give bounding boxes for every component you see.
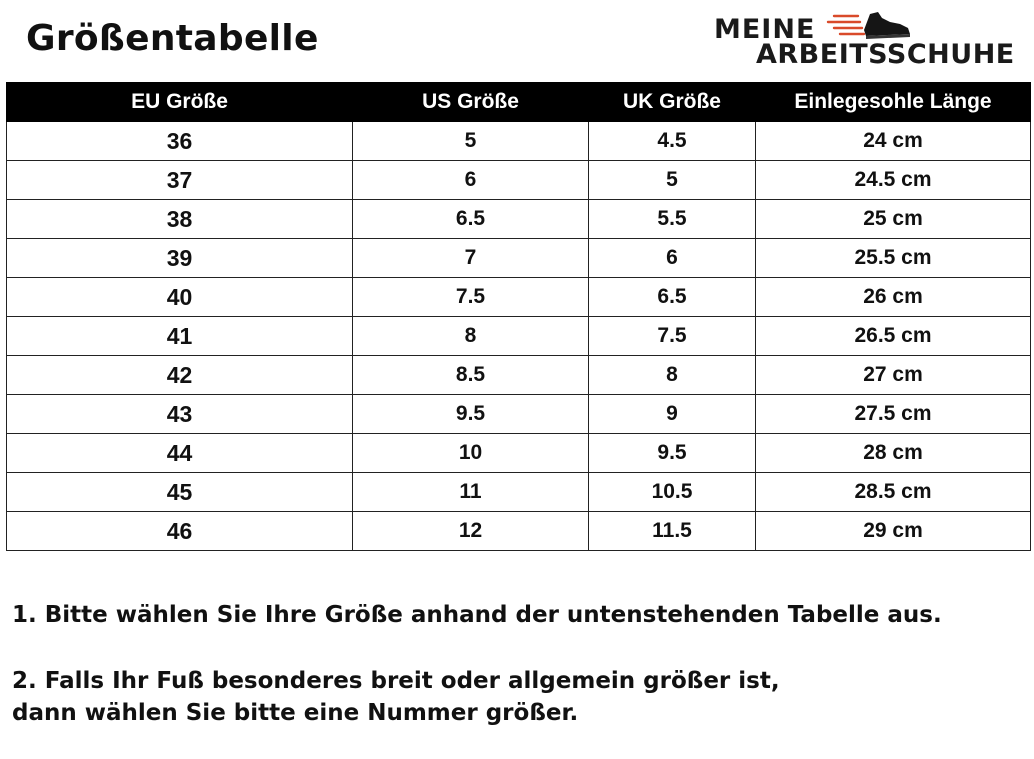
table-row <box>7 356 1031 395</box>
brand-logo <box>712 6 1034 74</box>
table-row <box>7 473 1031 512</box>
note-2-line-2: dann wählen Sie bitte eine Nummer größer. <box>12 700 579 726</box>
logo-text-line2: ARBEITSSCHUHE <box>756 39 1015 70</box>
cell-insole-length: 26.5 cm <box>756 317 1031 356</box>
cell-us-size: 7.5 <box>353 278 589 317</box>
cell-us-size: 6.5 <box>353 200 589 239</box>
cell-insole-length: 29 cm <box>756 512 1031 551</box>
table-row <box>7 200 1031 239</box>
cell-insole-length: 25.5 cm <box>756 239 1031 278</box>
cell-eu-size: 36 <box>7 122 353 161</box>
cell-uk-size: 5 <box>589 161 756 200</box>
page-title: Größentabelle <box>26 18 319 59</box>
cell-eu-size: 39 <box>7 239 353 278</box>
cell-eu-size: 46 <box>7 512 353 551</box>
cell-us-size: 11 <box>353 473 589 512</box>
cell-us-size: 7 <box>353 239 589 278</box>
table-row <box>7 161 1031 200</box>
logo-text-line1: MEINE <box>714 14 816 45</box>
cell-us-size: 6 <box>353 161 589 200</box>
cell-eu-size: 38 <box>7 200 353 239</box>
table-row <box>7 317 1031 356</box>
header-eu-size: EU Größe <box>7 83 353 122</box>
cell-insole-length: 28.5 cm <box>756 473 1031 512</box>
cell-eu-size: 40 <box>7 278 353 317</box>
cell-insole-length: 27.5 cm <box>756 395 1031 434</box>
cell-insole-length: 25 cm <box>756 200 1031 239</box>
table-header-row <box>7 83 1031 122</box>
cell-eu-size: 41 <box>7 317 353 356</box>
size-table <box>6 82 1031 551</box>
cell-insole-length: 27 cm <box>756 356 1031 395</box>
header-us-size: US Größe <box>353 83 589 122</box>
cell-uk-size: 4.5 <box>589 122 756 161</box>
table-row <box>7 278 1031 317</box>
note-1: 1. Bitte wählen Sie Ihre Größe anhand der untenstehenden Tabelle aus. <box>12 602 942 628</box>
cell-uk-size: 11.5 <box>589 512 756 551</box>
cell-us-size: 12 <box>353 512 589 551</box>
table-body <box>7 122 1031 551</box>
cell-uk-size: 7.5 <box>589 317 756 356</box>
cell-uk-size: 9.5 <box>589 434 756 473</box>
cell-us-size: 10 <box>353 434 589 473</box>
cell-insole-length: 24.5 cm <box>756 161 1031 200</box>
cell-eu-size: 42 <box>7 356 353 395</box>
cell-us-size: 9.5 <box>353 395 589 434</box>
table-row <box>7 434 1031 473</box>
cell-uk-size: 9 <box>589 395 756 434</box>
table-row <box>7 395 1031 434</box>
cell-eu-size: 44 <box>7 434 353 473</box>
cell-uk-size: 10.5 <box>589 473 756 512</box>
running-shoe-icon <box>820 6 930 40</box>
table-row <box>7 239 1031 278</box>
note-2-line-1: 2. Falls Ihr Fuß besonderes breit oder allgemein größer ist, <box>12 668 780 694</box>
cell-uk-size: 5.5 <box>589 200 756 239</box>
cell-us-size: 5 <box>353 122 589 161</box>
cell-insole-length: 28 cm <box>756 434 1031 473</box>
cell-uk-size: 6.5 <box>589 278 756 317</box>
cell-uk-size: 6 <box>589 239 756 278</box>
cell-us-size: 8.5 <box>353 356 589 395</box>
table-row <box>7 122 1031 161</box>
cell-eu-size: 37 <box>7 161 353 200</box>
cell-eu-size: 43 <box>7 395 353 434</box>
header-uk-size: UK Größe <box>589 83 756 122</box>
table-row <box>7 512 1031 551</box>
cell-insole-length: 26 cm <box>756 278 1031 317</box>
cell-eu-size: 45 <box>7 473 353 512</box>
header-insole-length: Einlegesohle Länge <box>756 83 1031 122</box>
cell-insole-length: 24 cm <box>756 122 1031 161</box>
cell-uk-size: 8 <box>589 356 756 395</box>
cell-us-size: 8 <box>353 317 589 356</box>
